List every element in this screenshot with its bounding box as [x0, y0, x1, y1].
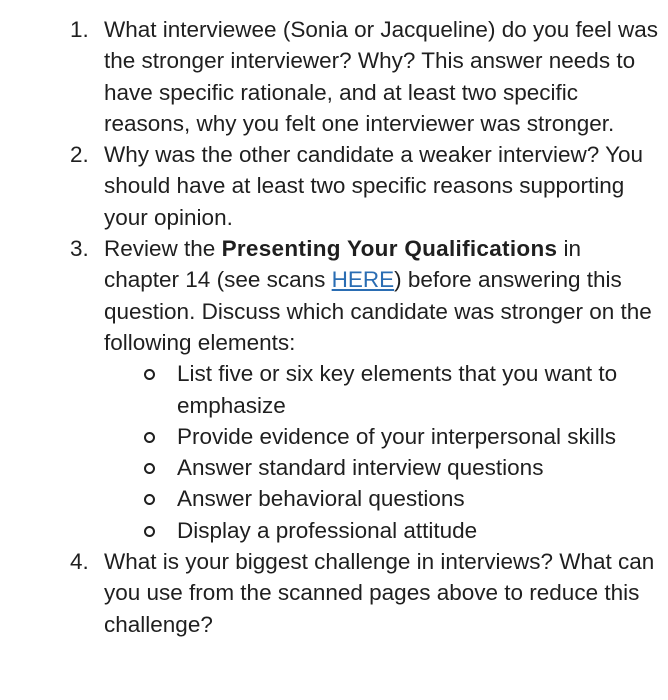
- chapter-section-title: Presenting Your Qualifications: [221, 236, 558, 262]
- element-list-item: [104, 421, 660, 452]
- question-text-part: ) before answering this question. Discuss which candidate was stronger on the following elements:: [104, 267, 652, 355]
- scans-link[interactable]: HERE: [331, 267, 395, 293]
- element-list-item: [104, 515, 660, 546]
- element-text: List five or six key elements that you want to emphasize: [177, 361, 618, 418]
- question-text: What interviewee (Sonia or Jacqueline) do you feel was the stronger interviewer? Why? This answer needs to have specific rationale, and at least two specific reasons, why you felt one interviewer was stronger.: [104, 17, 659, 136]
- element-list-item: [104, 452, 660, 483]
- question-item-1: [0, 14, 668, 139]
- hollow-bullet-icon: [144, 432, 155, 443]
- element-list-item: [104, 483, 660, 514]
- hollow-bullet-icon: [144, 463, 155, 474]
- element-text: Answer behavioral questions: [177, 486, 465, 512]
- assignment-document: [0, 14, 668, 640]
- element-list: [104, 358, 660, 546]
- hollow-bullet-icon: [144, 494, 155, 505]
- question-number: 3.: [70, 236, 89, 262]
- question-text: Why was the other candidate a weaker interview? You should have at least two specific reasons supporting your opinion.: [104, 142, 644, 230]
- question-item-4: [0, 546, 668, 640]
- question-text-part: in chapter 14 (see scans: [104, 236, 582, 293]
- element-text: Display a professional attitude: [177, 517, 478, 543]
- question-number: 2.: [70, 142, 89, 168]
- element-text: Answer standard interview questions: [177, 455, 544, 481]
- element-text: Provide evidence of your interpersonal skills: [177, 423, 616, 449]
- question-item-3: [0, 233, 668, 546]
- question-text: What is your biggest challenge in interviews? What can you use from the scanned pages above to reduce this challenge?: [104, 549, 655, 637]
- element-list-item: [104, 358, 660, 421]
- hollow-bullet-icon: [144, 369, 155, 380]
- question-item-2: [0, 139, 668, 233]
- hollow-bullet-icon: [144, 526, 155, 537]
- question-number: 1.: [70, 17, 89, 42]
- question-list: [0, 14, 668, 640]
- question-number: 4.: [70, 549, 89, 575]
- question-text-part: Review the: [104, 236, 222, 262]
- question-text: [104, 236, 652, 355]
